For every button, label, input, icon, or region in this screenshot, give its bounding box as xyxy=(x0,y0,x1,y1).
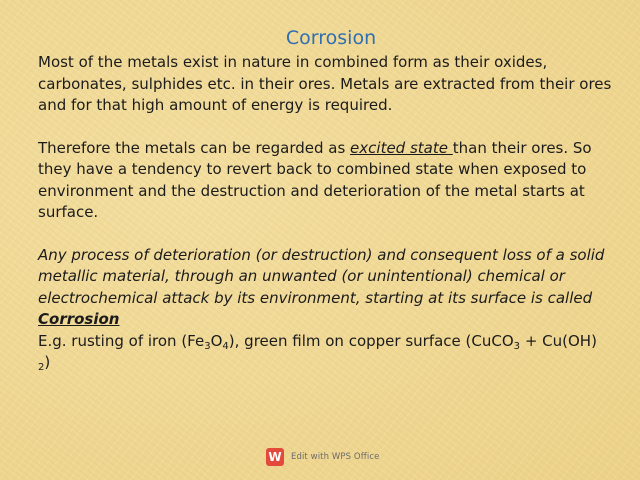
paragraph-excited-text-before: Therefore the metals can be regarded as xyxy=(38,138,351,157)
paragraph-excited-state xyxy=(38,138,624,224)
subscript: 4 xyxy=(222,340,229,352)
example-part: ) xyxy=(44,353,51,371)
wps-logo-icon: W xyxy=(266,448,284,466)
subscript: 3 xyxy=(513,340,521,352)
paragraph-gap xyxy=(38,224,624,245)
paragraph-ores: Most of the metals exist in nature in combined form as their oxides, carbonates, sulphides etc. in their ores. Metals are extracted from their ores and for that high amount of energy is required. xyxy=(38,53,612,114)
example-part: E.g. rusting of iron (Fe xyxy=(38,331,205,350)
wps-watermark-text: Edit with WPS Office xyxy=(291,452,380,462)
corrosion-definition xyxy=(38,245,624,331)
example-part: + Cu(OH) xyxy=(520,331,597,350)
slide-content xyxy=(38,26,624,374)
paragraph-gap xyxy=(38,117,624,138)
slide-title: Corrosion xyxy=(285,27,377,49)
paragraph-excited-text-after: than their ores. So they have a tendency to revert back to combined state when exposed to environment and the destruction and deterioration of the metal starts at surface. xyxy=(38,138,592,221)
corrosion-example xyxy=(38,331,624,374)
wps-watermark[interactable] xyxy=(266,448,379,466)
definition-text: Any process of deterioration (or destruction) and consequent loss of a solid metallic material, through an unwanted (or unintentional) chemical or electrochemical attack by its environment, starting at its surface is called xyxy=(38,245,605,307)
excited-state-emphasis: excited state xyxy=(350,138,453,157)
example-part: O xyxy=(210,331,223,350)
example-part: ), green film on copper surface (CuCO xyxy=(228,331,514,350)
corrosion-term: Corrosion xyxy=(38,310,120,328)
subscript: 3 xyxy=(204,340,211,352)
subscript: 2 xyxy=(38,362,45,373)
